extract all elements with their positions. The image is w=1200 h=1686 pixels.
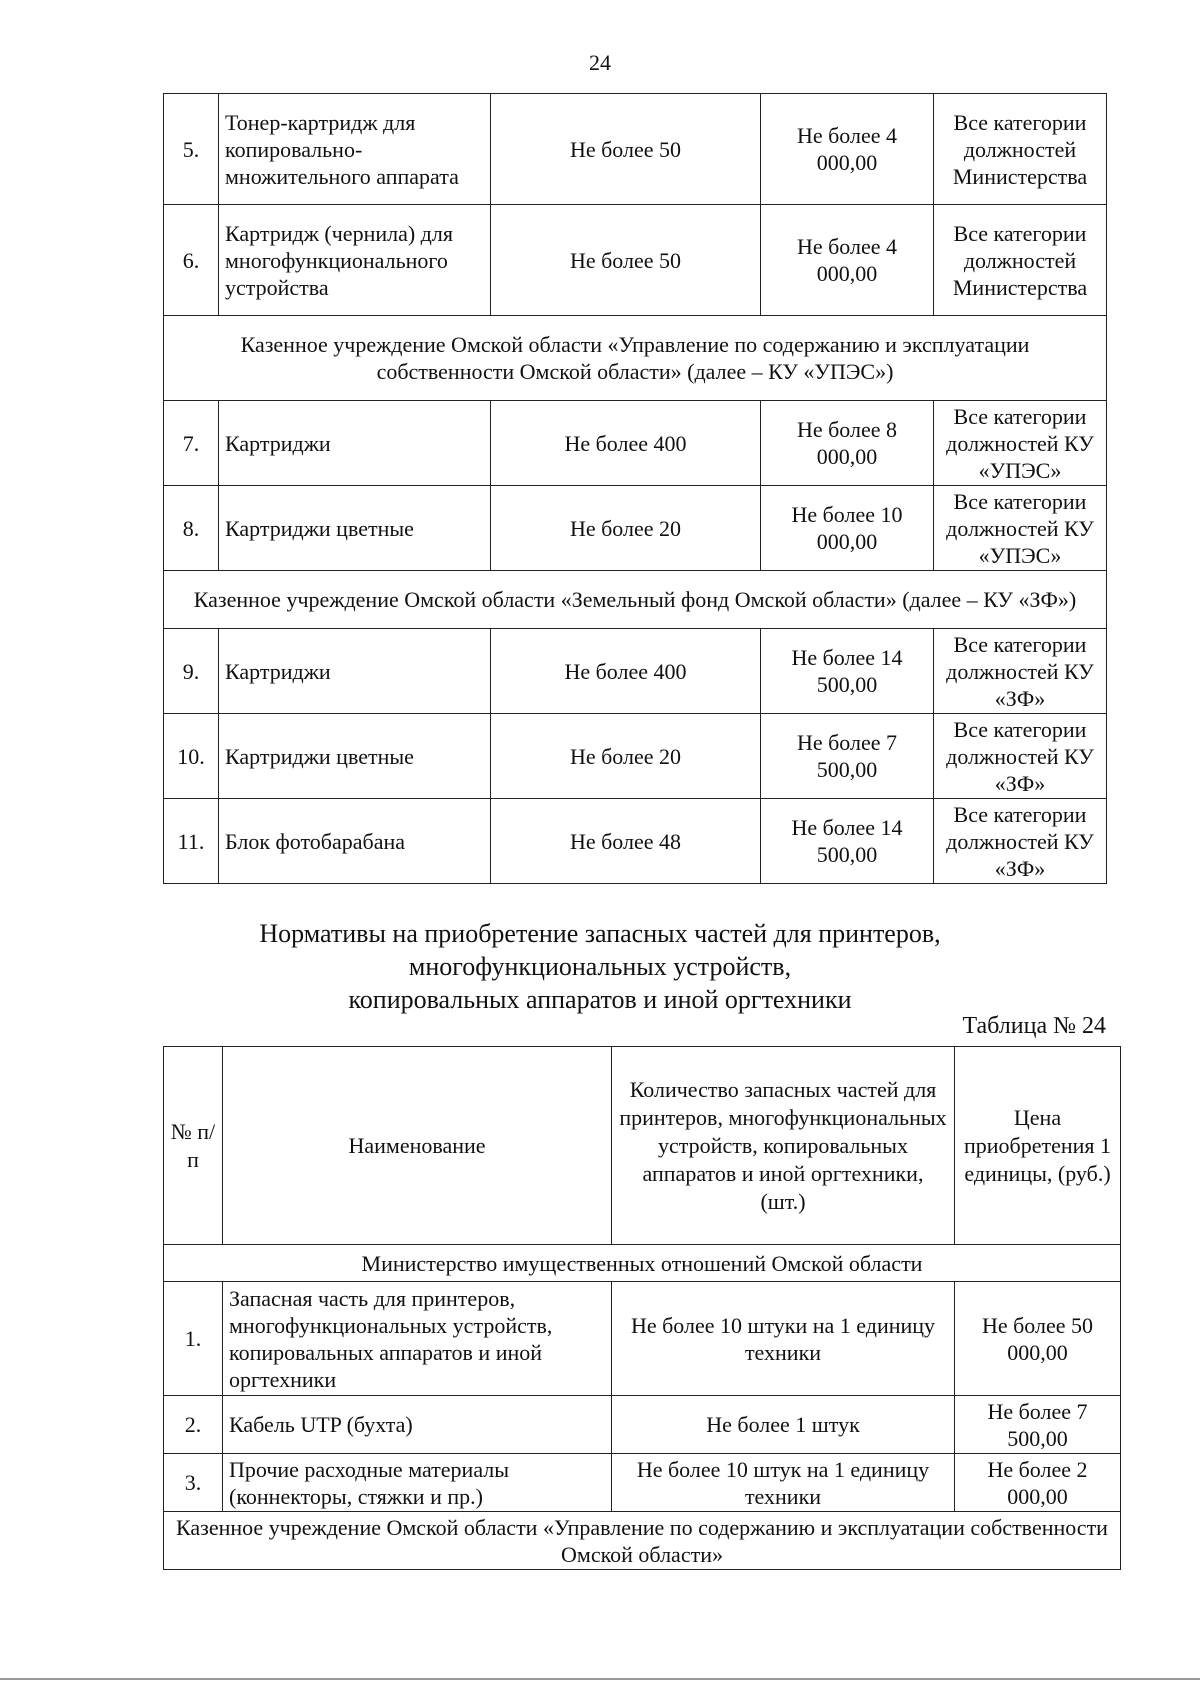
table-row [164,629,1107,714]
row-number: 7. [164,401,219,486]
item-category: Все категории должностей Министерства [934,94,1107,205]
row-number: 2. [164,1396,223,1454]
item-price: Не более 14 500,00 [761,629,934,714]
table-row [164,401,1107,486]
section-heading [0,917,1200,1016]
row-number: 5. [164,94,219,205]
section-row [164,1512,1121,1570]
item-quantity: Не более 400 [491,629,761,714]
item-quantity: Не более 20 [491,486,761,571]
table-row [164,486,1107,571]
section-upes: Казенное учреждение Омской области «Управление по содержанию и эксплуатации собственности Омской области» (далее – КУ «УПЭС») [164,316,1107,401]
item-quantity: Не более 20 [491,714,761,799]
item-name: Кабель UTP (бухта) [223,1396,612,1454]
item-name: Картриджи цветные [219,486,491,571]
item-price: Не более 8 000,00 [761,401,934,486]
row-number: 1. [164,1282,223,1396]
spare-parts-table [163,1046,1121,1570]
item-price: Не более 4 000,00 [761,205,934,316]
table-row [164,799,1107,884]
item-category: Все категории должностей КУ «ЗФ» [934,714,1107,799]
section-zf: Казенное учреждение Омской области «Земельный фонд Омской области» (далее – КУ «ЗФ») [164,571,1107,629]
header-name: Наименование [223,1047,612,1245]
table-number: Таблица № 24 [962,1013,1106,1039]
item-quantity: Не более 10 штук на 1 единицу техники [612,1454,955,1512]
item-name: Запасная часть для принтеров, многофункциональных устройств, копировальных аппаратов и иной оргтехники [223,1282,612,1396]
row-number: 6. [164,205,219,316]
table-row [164,1282,1121,1396]
item-quantity: Не более 10 штуки на 1 единицу техники [612,1282,955,1396]
item-name: Картриджи цветные [219,714,491,799]
table-row [164,205,1107,316]
row-number: 3. [164,1454,223,1512]
item-name: Блок фотобарабана [219,799,491,884]
heading-line: многофункциональных устройств, [408,952,792,981]
header-quantity: Количество запасных частей для принтеров, многофункциональных устройств, копировальных аппаратов и иной оргтехники, (шт.) [612,1047,955,1245]
item-price: Не более 10 000,00 [761,486,934,571]
item-name: Картриджи [219,401,491,486]
item-name: Картридж (чернила) для многофункционального устройства [219,205,491,316]
table-row [164,1454,1121,1512]
header-no: № п/п [164,1047,223,1245]
item-price: Не более 2 000,00 [955,1454,1121,1512]
section-row [164,571,1107,629]
item-quantity: Не более 1 штук [612,1396,955,1454]
header-row [164,1047,1121,1245]
item-category: Все категории должностей КУ «ЗФ» [934,799,1107,884]
heading-line: Нормативы на приобретение запасных частей для принтеров, [259,919,941,948]
heading-line: копировальных аппаратов и иной оргтехники [348,985,852,1014]
item-price: Не более 4 000,00 [761,94,934,205]
item-category: Все категории должностей КУ «УПЭС» [934,401,1107,486]
consumables-table [163,93,1107,884]
page-number: 24 [589,50,611,75]
section-ministry: Министерство имущественных отношений Омской области [164,1245,1121,1282]
item-category: Все категории должностей Министерства [934,205,1107,316]
section-upes: Казенное учреждение Омской области «Управление по содержанию и эксплуатации собственности Омской области» [164,1512,1121,1570]
item-name: Тонер-картридж для копировально-множительного аппарата [219,94,491,205]
table-row [164,714,1107,799]
item-quantity: Не более 48 [491,799,761,884]
row-number: 9. [164,629,219,714]
item-name: Прочие расходные материалы (коннекторы, стяжки и пр.) [223,1454,612,1512]
page-bottom-rule [0,1678,1200,1680]
header-price: Цена приобретения 1 единицы, (руб.) [955,1047,1121,1245]
section-row [164,316,1107,401]
item-price: Не более 7 500,00 [955,1396,1121,1454]
item-price: Не более 14 500,00 [761,799,934,884]
item-price: Не более 50 000,00 [955,1282,1121,1396]
item-price: Не более 7 500,00 [761,714,934,799]
item-quantity: Не более 50 [491,205,761,316]
row-number: 11. [164,799,219,884]
item-quantity: Не более 50 [491,94,761,205]
row-number: 8. [164,486,219,571]
item-category: Все категории должностей КУ «УПЭС» [934,486,1107,571]
item-name: Картриджи [219,629,491,714]
table-row [164,1396,1121,1454]
section-row [164,1245,1121,1282]
item-category: Все категории должностей КУ «ЗФ» [934,629,1107,714]
row-number: 10. [164,714,219,799]
table-row [164,94,1107,205]
item-quantity: Не более 400 [491,401,761,486]
